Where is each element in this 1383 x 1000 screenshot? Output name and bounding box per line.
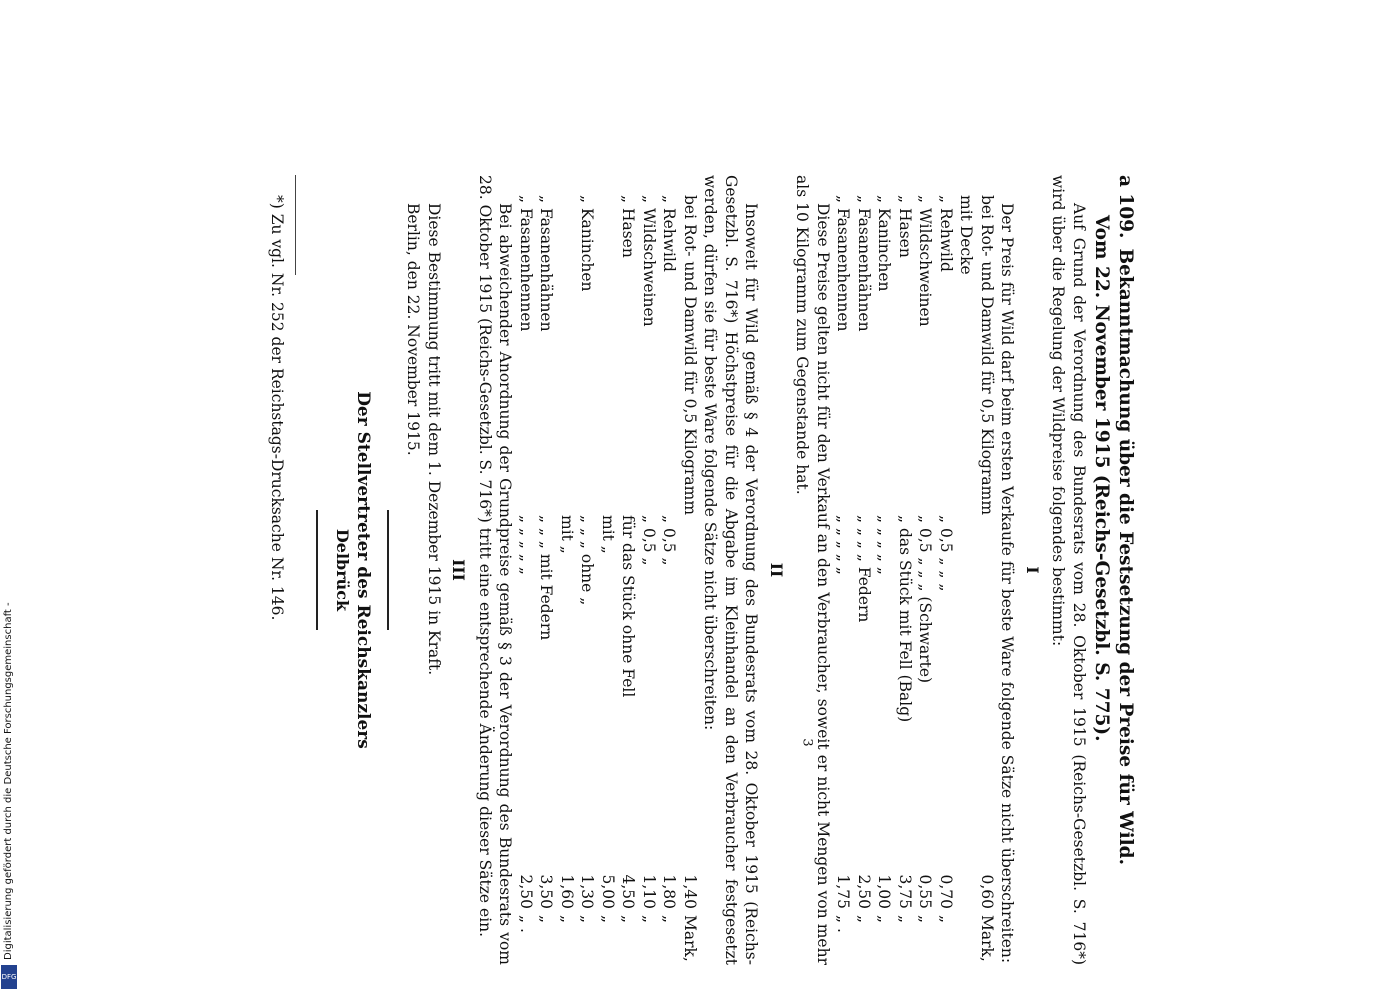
price-item-desc: „ 0,5 „ xyxy=(640,515,658,566)
price-item-value: 1,40 xyxy=(681,874,699,909)
price-item-value: 4,50 xyxy=(619,874,638,909)
price-item-desc: „ „ „ mit Federn xyxy=(537,515,556,641)
price-row xyxy=(936,175,957,965)
price-item-unit: „ xyxy=(619,915,638,924)
price-item-value: 5,00 xyxy=(599,874,617,909)
page-number: 3 xyxy=(799,738,815,747)
price-item-label: „ Rehwild xyxy=(660,195,679,272)
price-item-unit: „ xyxy=(855,915,873,924)
price-item-desc: „ 0,5 „ „ „ (Schwarte) xyxy=(916,515,935,684)
price-item-desc: mit „ xyxy=(599,515,617,554)
price-item-unit: „ xyxy=(640,915,658,924)
price-item-label: „ Fasanenhennen xyxy=(517,195,535,332)
price-row xyxy=(639,175,660,965)
price-row xyxy=(618,175,639,965)
price-item-unit: „ xyxy=(875,915,894,924)
price-item-value: 1,75 xyxy=(834,874,853,909)
price-item-unit: „ . xyxy=(517,915,535,933)
price-item-desc: „ „ „ „ „ xyxy=(517,515,535,575)
price-item-label xyxy=(598,195,619,515)
price-list-2 xyxy=(516,175,701,965)
price-item-label: „ Hasen xyxy=(896,195,914,258)
section-heading-1: I xyxy=(1023,566,1042,574)
price-item-unit: „ xyxy=(660,915,679,924)
price-row xyxy=(557,175,578,965)
price-item-value: 1,10 xyxy=(640,874,658,909)
price-item-value: 0,70 xyxy=(937,874,955,909)
signature-name: Delbrück xyxy=(333,528,353,612)
price-item-label: „ Rehwild xyxy=(937,195,955,272)
price-item-desc: „ „ „ ohne „ xyxy=(578,515,597,606)
price-row xyxy=(854,175,875,965)
price-item-value: 2,50 xyxy=(855,874,873,909)
price-item-unit: Mark, xyxy=(978,915,996,962)
price-item-value: 2,50 xyxy=(517,874,535,909)
price-item-desc xyxy=(956,515,997,839)
price-item-unit: „ xyxy=(578,915,597,924)
price-item-value: 1,00 xyxy=(875,874,894,909)
price-item-desc: „ das Stück mit Fell (Balg) xyxy=(896,515,914,723)
price-item-value: 1,60 xyxy=(558,874,576,909)
price-item-value: 1,80 xyxy=(660,874,679,909)
price-item-value: 3,50 xyxy=(537,874,556,909)
price-item-label: bei Rot- und Damwild für 0,5 Kilogramm xyxy=(681,195,699,516)
price-item-value: 1,30 xyxy=(578,874,597,909)
section2-text: Insoweit für Wild gemäß § 4 der Verordnung des Bundesrats vom 28. Oktober 1915 (Reichs-Gesetzbl. S. 716*) Höchstpreise für die Abgabe im Kleinhandel an den Verbraucher festgesetzt werden, dürfen sie für beste Ware folgende Sätze nicht überschreiten: xyxy=(701,175,761,965)
price-item-unit: „ . xyxy=(834,915,853,933)
price-row xyxy=(956,175,997,965)
section-heading-3: III xyxy=(449,559,469,581)
footnote-rule xyxy=(295,175,296,275)
separator-line-2 xyxy=(316,510,318,630)
price-row xyxy=(680,175,701,965)
price-item-unit: „ xyxy=(537,915,556,924)
section1-note: Diese Preise gelten nicht für den Verkauf an den Verbraucher, soweit er nicht Mengen von mehr als 10 Kilogramm zum Gegenstande hat. xyxy=(793,175,832,965)
price-item-label: „ Fasanenhennen xyxy=(834,195,853,332)
dfg-logo-icon: DFG xyxy=(1,965,17,989)
price-list-1 xyxy=(833,175,997,965)
document-number: a 109. xyxy=(1115,175,1136,239)
price-item-desc: „ „ „ „ „ xyxy=(834,515,853,575)
separator-line xyxy=(387,510,389,630)
price-row xyxy=(833,175,854,965)
section-heading-2: II xyxy=(767,562,786,578)
price-item-unit: „ xyxy=(599,915,617,924)
section3-text: Diese Bestimmung tritt mit dem 1. Dezember 1915 in Kraft. xyxy=(425,203,443,676)
digitization-credit: Digitalisierung gefördert durch die Deutsche Forschungsgemeinschaft - xyxy=(3,602,14,960)
price-item-value: 3,75 xyxy=(896,874,914,909)
price-item-label xyxy=(557,195,578,515)
price-item-unit: „ xyxy=(916,915,935,924)
price-item-desc: mit „ xyxy=(558,515,576,554)
title-date: Vom 22. November 1915 (Reichs-Gesetzbl. S. 775). xyxy=(1091,215,1112,742)
price-item-label: „ Wildschweinen xyxy=(916,195,935,327)
footnote: *) Zu vgl. Nr. 252 der Reichstags-Drucksache Nr. 146. xyxy=(268,195,286,621)
price-item-label: „ Fasanenhähnen xyxy=(537,195,556,332)
signature-office: Der Stellvertreter des Reichskanzlers xyxy=(353,391,373,749)
price-item-desc: für das Stück ohne Fell xyxy=(619,515,638,698)
price-item-desc: „ 0,5 „ „ „ xyxy=(937,515,955,592)
price-item-unit: Mark, xyxy=(681,915,699,962)
price-item-desc xyxy=(680,515,701,839)
intro-paragraph: Auf Grund der Verordnung des Bundesrats vom 28. Oktober 1915 (Reichs-Gesetzbl. S. 716*) wird über die Regelung der Wildpreise folgendes bestimmt: xyxy=(1049,175,1088,965)
price-item-value: 0,55 xyxy=(916,874,935,909)
price-row xyxy=(598,175,619,965)
section1-text: Der Preis für Wild darf beim ersten Verkaufe für beste Ware folgende Sätze nicht überschreiten: xyxy=(998,203,1017,964)
price-item-label: „ Wildschweinen xyxy=(640,195,658,327)
price-item-label: bei Rot- und Damwild für 0,5 Kilogramm mit Decke xyxy=(957,195,996,516)
price-item-label: „ Kaninchen xyxy=(875,195,894,292)
document-title xyxy=(1113,175,1137,965)
section2-note: Bei abweichender Anordnung der Grundpreise gemäß § 3 der Verordnung des Bundesrats vom 28. Oktober 1915 (Reichs-Gesetzbl. S. 716*) tritt eine entsprechende Änderung dieser Sätze ein. xyxy=(476,175,515,965)
price-row xyxy=(536,175,557,965)
rotated-text-block xyxy=(268,175,1137,965)
price-item-label: „ Kaninchen xyxy=(578,195,597,292)
price-row xyxy=(915,175,936,965)
place-date: Berlin, den 22. November 1915. xyxy=(404,203,423,456)
price-row xyxy=(895,175,916,965)
price-item-value: 0,60 xyxy=(978,874,996,909)
title-text: Bekanntmachung über die Festsetzung der Preise für Wild. xyxy=(1115,248,1136,866)
price-row xyxy=(516,175,537,965)
price-item-unit: „ xyxy=(937,915,955,924)
price-item-label: „ Hasen xyxy=(619,195,638,258)
price-item-label: „ Fasanenhähnen xyxy=(855,195,873,332)
price-row xyxy=(577,175,598,965)
price-item-desc: „ „ „ „ „ xyxy=(875,515,894,575)
price-item-unit: „ xyxy=(558,915,576,924)
price-row xyxy=(874,175,895,965)
price-item-unit: „ xyxy=(896,915,914,924)
price-item-desc: „ „ „ „ Federn xyxy=(855,515,873,623)
price-row xyxy=(659,175,680,965)
price-item-desc: „ 0,5 „ xyxy=(660,515,679,566)
